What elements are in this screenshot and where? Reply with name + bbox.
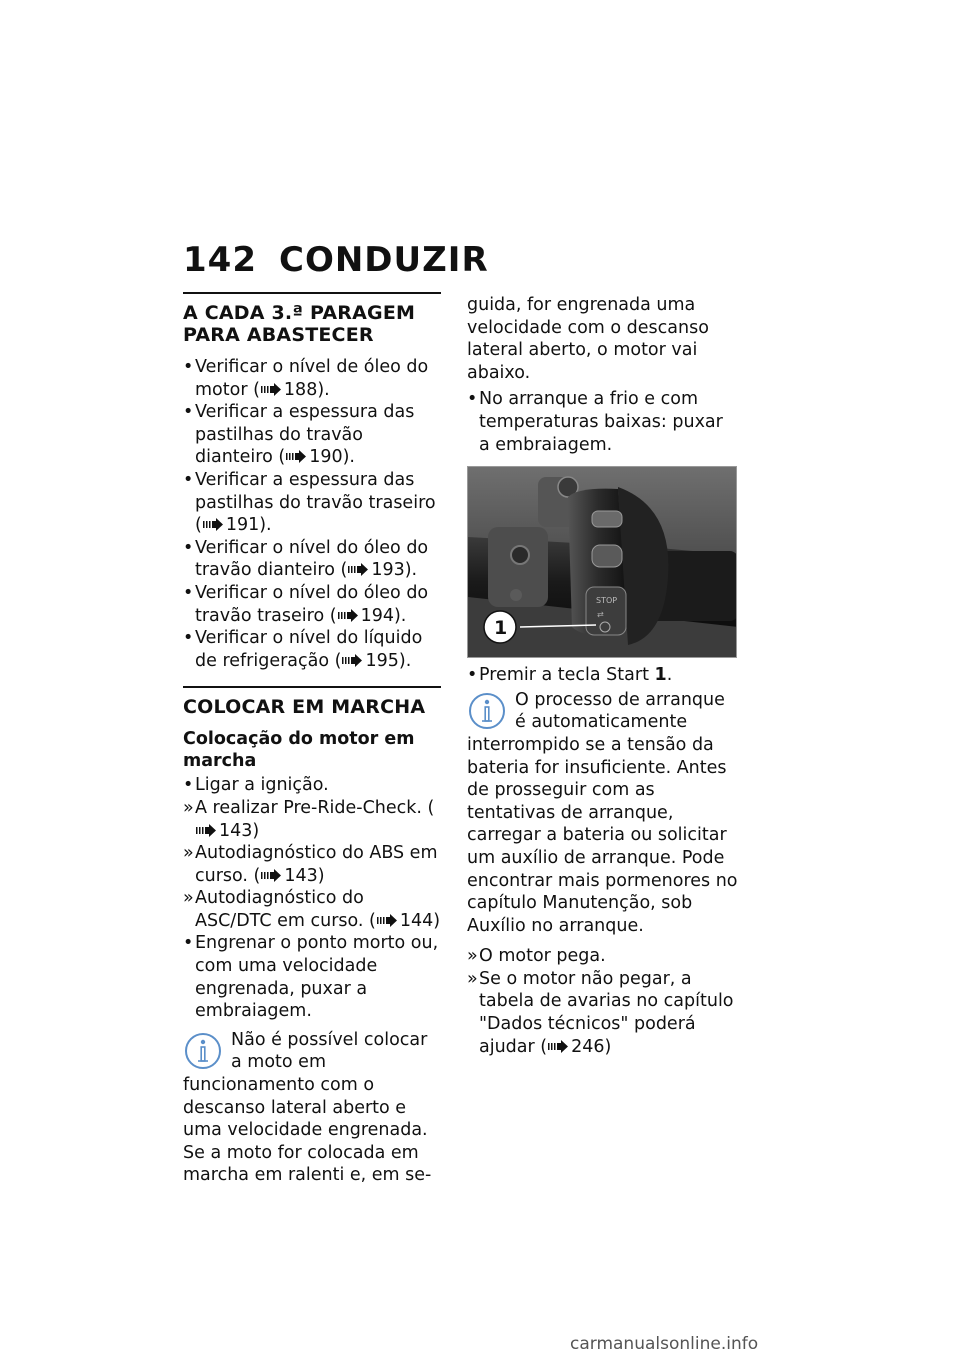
- page-reference-link[interactable]: 246: [547, 1037, 604, 1057]
- step-item: • No arranque a frio e com temperaturas baixas: puxar a embraiagem.: [467, 388, 739, 456]
- result-item: » Autodiagnóstico do ASC/DTC em curso. ( 144): [183, 887, 441, 932]
- page-reference-arrow-icon: [261, 869, 281, 882]
- info-note: [467, 689, 739, 938]
- page-reference-link[interactable]: 188: [260, 380, 317, 400]
- note-text: Não é possível colocar a moto em funcionamento com o descanso lateral aberto e uma velocidade engrenada. Se a moto for colocada em marcha em ralenti e, em se-: [183, 1029, 432, 1186]
- page-reference-arrow-icon: [377, 914, 397, 927]
- page-reference-arrow-icon: [342, 654, 362, 667]
- page-header: [183, 240, 489, 280]
- page-reference-arrow-icon: [348, 563, 368, 576]
- list-item: • Verificar a espessura das pastilhas do travão dianteiro ( 190).: [183, 401, 441, 469]
- page-reference-arrow-icon: [286, 450, 306, 463]
- page-reference-link[interactable]: 190: [285, 447, 342, 467]
- subsection-heading: Colocação do motor em marcha: [183, 729, 415, 772]
- callout-number: 1: [494, 617, 508, 640]
- page-reference-arrow-icon: [261, 383, 281, 396]
- key-reference: 1: [654, 665, 667, 686]
- page-reference-link[interactable]: 143: [195, 821, 252, 841]
- procedure-steps-start: [467, 664, 739, 687]
- result-item: » O motor pega.: [467, 945, 739, 968]
- note-text: O processo de arranque é automaticamente interrompido se a tensão da bateria for insuficiente. Antes de prosseguir com as tentativas de arranque, carregar a bateria ou solicitar um auxílio de arranque. Pode encontrar mais pormenores no capítulo Manutenção, sob Auxílio no arranque.: [467, 689, 738, 936]
- list-item: • Verificar o nível do óleo do travão dianteiro ( 193).: [183, 537, 441, 582]
- page-reference-link[interactable]: 191: [202, 515, 259, 535]
- result-item: » A realizar Pre-Ride-Check. (143): [183, 797, 441, 842]
- stop-label: STOP: [596, 596, 618, 606]
- result-item: » Se o motor não pegar, a tabela de avarias no capítulo "Dados técnicos" poderá ajudar ( 246): [467, 968, 739, 1058]
- section-heading-start: COLOCAR EM MARCHA: [183, 696, 426, 719]
- page-reference-link[interactable]: 194: [337, 606, 394, 626]
- page-reference-link[interactable]: 193: [347, 560, 404, 580]
- watermark: carmanualsonline.info: [570, 1334, 759, 1354]
- section-divider: [183, 292, 441, 294]
- page-reference-arrow-icon: [203, 518, 223, 531]
- page-reference-arrow-icon: [196, 824, 216, 837]
- page-reference-link[interactable]: 143: [260, 866, 317, 886]
- chapter-title: CONDUZIR: [279, 240, 489, 280]
- page-reference-link[interactable]: 195: [341, 651, 398, 671]
- handlebar-switch-illustration: [468, 467, 737, 658]
- section-heading-refuel: A CADA 3.ª PARAGEM PARA ABASTECER: [183, 302, 416, 346]
- step-item: • Premir a tecla Start 1.: [467, 664, 739, 687]
- step-item: • Ligar a ignição.: [183, 774, 441, 797]
- list-item: • Verificar o nível de óleo do motor ( 188).: [183, 356, 441, 401]
- continuation-text: guida, for engrenada uma velocidade com o descanso lateral aberto, o motor vai abaixo.: [467, 295, 709, 383]
- info-icon: [467, 691, 507, 731]
- procedure-steps: [183, 774, 441, 1023]
- page-reference-link[interactable]: 144: [376, 911, 433, 931]
- section-divider: [183, 686, 441, 688]
- handlebar-switch-photo: [467, 466, 737, 658]
- page-number: 142: [183, 240, 257, 280]
- left-column: [183, 292, 441, 1187]
- procedure-steps-cont: [467, 388, 739, 456]
- list-item: • Verificar o nível do líquido de refrigeração ( 195).: [183, 627, 441, 672]
- switch-symbol: ⇄: [597, 610, 604, 620]
- list-item: • Verificar a espessura das pastilhas do travão traseiro ( 191).: [183, 469, 441, 537]
- info-note: [183, 1029, 441, 1187]
- result-list: [467, 945, 739, 1058]
- result-item: » Autodiagnóstico do ABS em curso. ( 143): [183, 842, 441, 887]
- checklist: [183, 356, 441, 672]
- page-reference-arrow-icon: [338, 609, 358, 622]
- right-column: [467, 294, 739, 1058]
- list-item: • Verificar o nível do óleo do travão traseiro ( 194).: [183, 582, 441, 627]
- info-icon: [183, 1031, 223, 1071]
- step-item: • Engrenar o ponto morto ou, com uma velocidade engrenada, puxar a embraiagem.: [183, 932, 441, 1022]
- page-reference-arrow-icon: [548, 1040, 568, 1053]
